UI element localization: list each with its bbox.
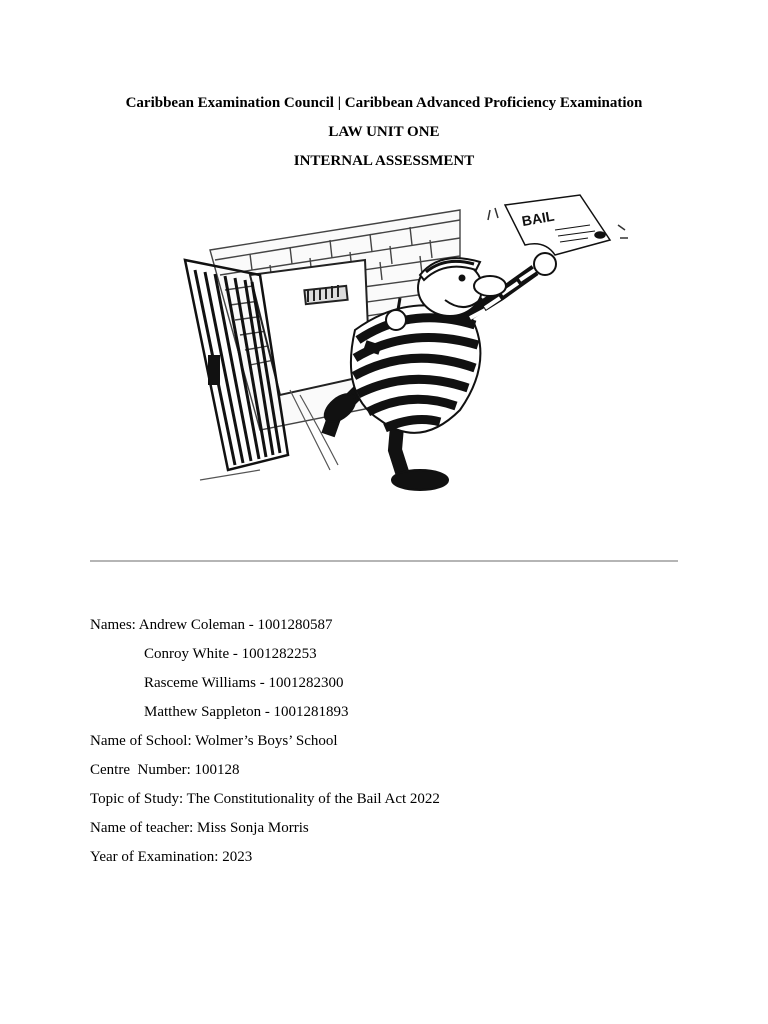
exam-year-line: Year of Examination: 2023 [90,849,253,865]
council-heading: Caribbean Examination Council | Caribbean Advanced Proficiency Examination [125,95,643,111]
names-label: Names: [90,617,139,633]
bail-sign-text: BAIL [520,207,556,230]
name-entry: Rasceme Williams - 1001282300 [144,675,344,691]
name-entry: Conroy White - 1001282253 [144,646,317,662]
assessment-heading: INTERNAL ASSESSMENT [293,153,475,169]
section-divider [90,560,678,562]
unit-heading: LAW UNIT ONE [328,124,440,140]
teacher-line: Name of teacher: Miss Sonja Morris [90,820,309,836]
centre-number-line: Centre Number: 100128 [90,762,240,778]
topic-line: Topic of Study: The Constitutionality of the Bail Act 2022 [90,791,440,807]
name-entry: Matthew Sappleton - 1001281893 [144,704,349,720]
prisoner-escaping-with-bail-illustration [140,180,630,498]
name-entry: Andrew Coleman - 1001280587 [138,617,333,633]
school-line: Name of School: Wolmer’s Boys’ School [90,733,338,749]
names-line [90,616,332,634]
